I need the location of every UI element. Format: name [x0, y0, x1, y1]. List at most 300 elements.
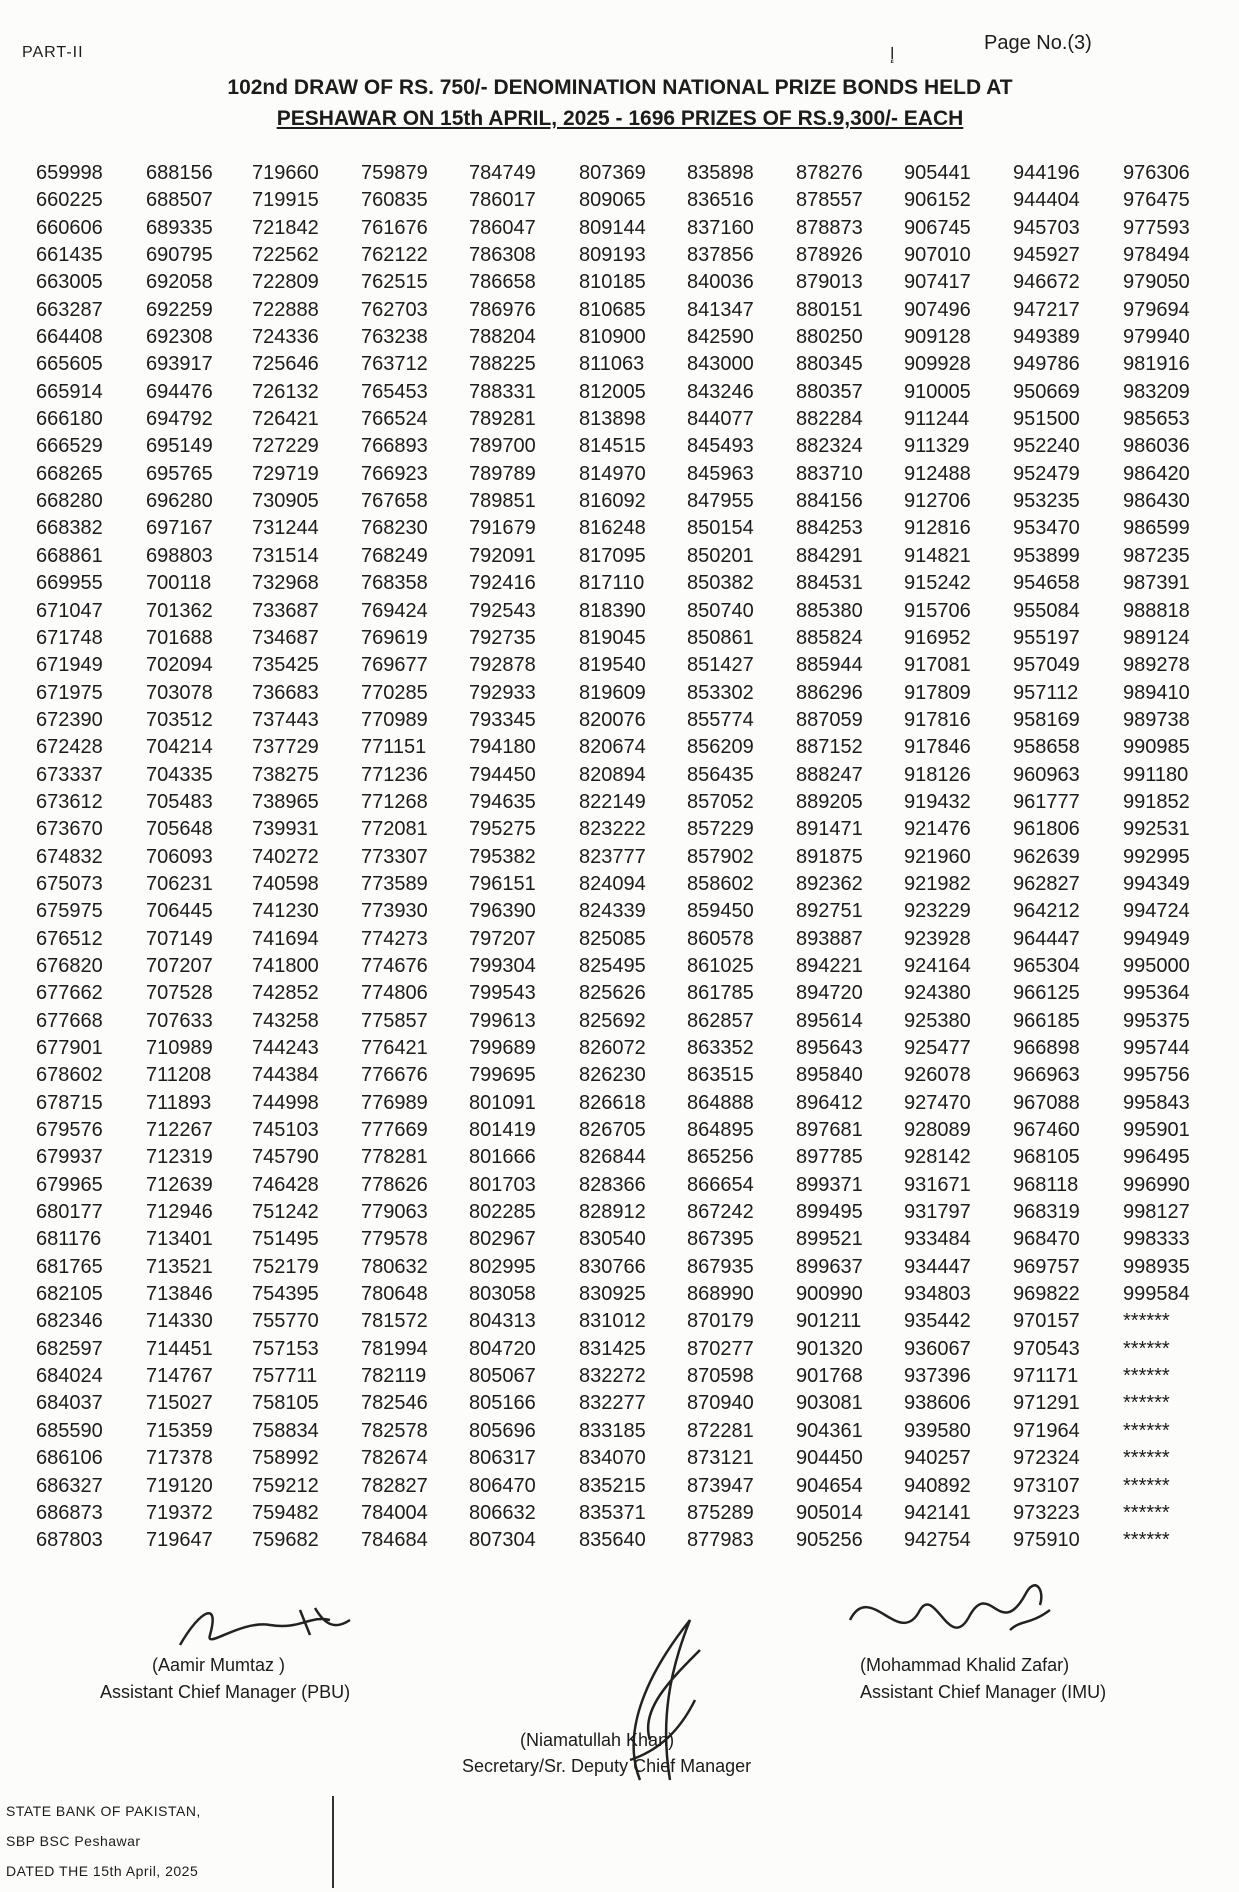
- bond-number-cell: 713401: [146, 1228, 213, 1251]
- bond-number-cell: 910005: [904, 380, 971, 403]
- bond-number-cell: 899637: [796, 1255, 863, 1278]
- bond-number-cell: ******: [1123, 1501, 1170, 1524]
- signature-aamir-mumtaz: [160, 1590, 360, 1660]
- table-row: [36, 598, 1206, 625]
- table-row: [36, 1226, 1206, 1253]
- bond-number-cell: 945927: [1013, 244, 1080, 267]
- bond-number-cell: 784749: [469, 162, 536, 184]
- table-row: [36, 351, 1206, 378]
- bond-number-cell: 825692: [579, 1009, 646, 1032]
- bond-number-cell: 752179: [252, 1255, 319, 1278]
- bond-number-cell: 810900: [579, 326, 646, 349]
- bond-number-cell: 812005: [579, 380, 646, 403]
- bond-number-cell: 880250: [796, 326, 863, 349]
- bond-number-cell: 792933: [469, 681, 536, 704]
- bond-number-cell: 682346: [36, 1310, 103, 1333]
- bond-number-cell: 792878: [469, 654, 536, 677]
- bond-number-cell: 905441: [904, 162, 971, 184]
- bond-number-cell: 826072: [579, 1037, 646, 1059]
- bond-number-cell: 712319: [146, 1146, 213, 1169]
- bond-number-cell: 924164: [904, 954, 971, 977]
- bond-number-cell: 945703: [1013, 216, 1080, 239]
- bond-number-cell: 762515: [361, 271, 428, 294]
- bond-number-cell: 738275: [252, 763, 319, 786]
- bond-number-cell: 741694: [252, 927, 319, 950]
- bond-number-cell: 884291: [796, 544, 863, 567]
- bond-number-cell: 900990: [796, 1283, 863, 1306]
- bond-number-cell: 712639: [146, 1173, 213, 1196]
- bond-number-cell: 806632: [469, 1501, 536, 1524]
- table-row: [36, 1199, 1206, 1226]
- bond-number-cell: 819540: [579, 654, 646, 677]
- bond-number-cell: 907496: [904, 298, 971, 321]
- signatory-title-center: Secretary/Sr. Deputy Chief Manager: [462, 1756, 752, 1776]
- bond-number-cell: 966898: [1013, 1037, 1080, 1059]
- bond-number-cell: 969757: [1013, 1255, 1080, 1278]
- bond-number-cell: 797207: [469, 927, 536, 950]
- bond-number-cell: 725646: [252, 353, 319, 376]
- bond-number-cell: 719372: [146, 1501, 213, 1524]
- bond-number-cell: 989124: [1123, 626, 1190, 649]
- bond-number-cell: 801091: [469, 1091, 536, 1114]
- bond-number-cell: 917846: [904, 736, 971, 759]
- table-row: [36, 543, 1206, 570]
- bond-number-cell: 668265: [36, 462, 103, 485]
- bond-number-cell: 776989: [361, 1091, 428, 1114]
- bond-number-cell: 719915: [252, 189, 319, 212]
- bond-number-cell: 796151: [469, 872, 536, 895]
- bond-number-cell: 832272: [579, 1365, 646, 1388]
- bond-number-cell: 782827: [361, 1474, 428, 1497]
- bond-number-cell: 676820: [36, 954, 103, 977]
- table-row: [36, 488, 1206, 515]
- bond-number-cell: 899371: [796, 1173, 863, 1196]
- bond-number-cell: 925380: [904, 1009, 971, 1032]
- bond-number-cell: 660225: [36, 189, 103, 212]
- bond-number-cell: 717378: [146, 1447, 213, 1470]
- bond-number-cell: 845493: [687, 435, 754, 458]
- bond-number-cell: 681176: [36, 1228, 102, 1251]
- bond-number-cell: 995364: [1123, 982, 1190, 1005]
- page-number: Page No.(3): [984, 32, 1092, 54]
- bond-number-cell: 668280: [36, 490, 103, 513]
- bond-number-cell: 882284: [796, 408, 863, 431]
- bond-number-cell: 903081: [796, 1392, 863, 1415]
- bond-number-cell: 858602: [687, 872, 754, 895]
- bond-number-cell: 867935: [687, 1255, 754, 1278]
- bond-number-cell: 694792: [146, 408, 213, 431]
- bond-number-cell: 820076: [579, 708, 646, 731]
- bond-number-cell: 706445: [146, 900, 213, 923]
- bond-number-cell: 774273: [361, 927, 428, 950]
- bond-number-cell: 911244: [904, 408, 970, 431]
- bond-number-cell: 724336: [252, 326, 319, 349]
- bond-number-cell: 989738: [1123, 708, 1190, 731]
- bond-number-cell: 782674: [361, 1447, 428, 1470]
- bond-number-cell: 895614: [796, 1009, 863, 1032]
- bond-number-cell: 957049: [1013, 654, 1080, 677]
- bond-number-cell: 816092: [579, 490, 646, 513]
- bond-number-cell: 801419: [469, 1119, 536, 1142]
- bond-number-cell: 805067: [469, 1365, 536, 1388]
- bond-number-cell: 820674: [579, 736, 646, 759]
- bond-number-cell: 682597: [36, 1337, 103, 1360]
- bond-number-cell: 909928: [904, 353, 971, 376]
- bond-number-cell: 884531: [796, 572, 863, 595]
- bond-number-cell: 741800: [252, 954, 319, 977]
- bond-number-cell: 688156: [146, 162, 213, 184]
- bond-number-cell: 776421: [361, 1037, 428, 1059]
- bond-number-cell: 715027: [146, 1392, 213, 1415]
- bond-number-cell: 884156: [796, 490, 863, 513]
- bond-number-cell: 992995: [1123, 845, 1190, 868]
- bond-number-cell: 860578: [687, 927, 754, 950]
- bond-number-cell: 796390: [469, 900, 536, 923]
- bond-number-cell: 850201: [687, 544, 754, 567]
- bond-number-cell: 847955: [687, 490, 754, 513]
- bond-number-cell: 711208: [146, 1064, 212, 1087]
- table-row: [36, 953, 1206, 980]
- bond-number-cell: 799695: [469, 1064, 536, 1087]
- bond-number-cell: 726421: [252, 408, 319, 431]
- bond-number-cell: 769619: [361, 626, 428, 649]
- bond-number-cell: 942754: [904, 1529, 971, 1552]
- signatory-title-left-wrap: [100, 1678, 350, 1703]
- bond-number-cell: 740272: [252, 845, 319, 868]
- bond-number-cell: 865256: [687, 1146, 754, 1169]
- table-row: [36, 433, 1206, 460]
- bond-number-cell: 880345: [796, 353, 863, 376]
- bond-number-cell: 822149: [579, 790, 646, 813]
- bond-number-cell: 794635: [469, 790, 536, 813]
- bond-number-cell: 674832: [36, 845, 103, 868]
- bond-number-cell: 951500: [1013, 408, 1080, 431]
- bond-number-cell: 991180: [1123, 763, 1189, 786]
- bond-number-cell: 887152: [796, 736, 863, 759]
- table-row: [36, 1008, 1206, 1035]
- bond-number-cell: 966185: [1013, 1009, 1080, 1032]
- bond-number-cell: 771236: [361, 763, 428, 786]
- bond-number-cell: 918126: [904, 763, 971, 786]
- bond-number-cell: 707207: [146, 954, 213, 977]
- bond-number-cell: 883710: [796, 462, 863, 485]
- table-row: [36, 297, 1206, 324]
- bond-number-cell: 825626: [579, 982, 646, 1005]
- bond-number-cell: 840036: [687, 271, 754, 294]
- table-row: [36, 1445, 1206, 1472]
- bond-number-cell: 778626: [361, 1173, 428, 1196]
- bond-number-cell: 897681: [796, 1119, 863, 1142]
- bond-number-cell: 802995: [469, 1255, 536, 1278]
- bond-number-cell: 912488: [904, 462, 971, 485]
- bond-number-cell: 766893: [361, 435, 428, 458]
- bond-number-cell: 666529: [36, 435, 103, 458]
- bond-number-cell: 976306: [1123, 162, 1190, 184]
- bond-number-cell: 819045: [579, 626, 646, 649]
- table-row: [36, 215, 1206, 242]
- bond-number-cell: 861025: [687, 954, 754, 977]
- bond-number-cell: 791679: [469, 517, 536, 540]
- bond-number-cell: 894720: [796, 982, 863, 1005]
- table-row: [36, 1527, 1206, 1554]
- bond-number-cell: 878276: [796, 162, 863, 184]
- bond-number-cell: 705483: [146, 790, 213, 813]
- bond-number-cell: 782578: [361, 1419, 428, 1442]
- bond-number-cell: 934447: [904, 1255, 971, 1278]
- bond-number-cell: 966963: [1013, 1064, 1080, 1087]
- bond-number-cell: 955084: [1013, 599, 1080, 622]
- bond-number-cell: 722809: [252, 271, 319, 294]
- bond-number-cell: 915706: [904, 599, 971, 622]
- footer-date: DATED THE 15th April, 2025: [6, 1863, 199, 1879]
- bond-number-cell: 801666: [469, 1146, 536, 1169]
- table-row: [36, 1035, 1206, 1062]
- bond-number-cell: 766923: [361, 462, 428, 485]
- bond-number-cell: 961777: [1013, 790, 1080, 813]
- bond-number-cell: 912816: [904, 517, 971, 540]
- bond-number-cell: 759212: [252, 1474, 319, 1497]
- bond-number-cell: 906745: [904, 216, 971, 239]
- table-row: [36, 269, 1206, 296]
- bond-number-cell: 950669: [1013, 380, 1080, 403]
- bond-number-cell: 953470: [1013, 517, 1080, 540]
- bond-number-cell: 938606: [904, 1392, 971, 1415]
- bond-number-cell: 712946: [146, 1201, 213, 1224]
- table-row: [36, 1500, 1206, 1527]
- bond-number-cell: 825495: [579, 954, 646, 977]
- bond-number-cell: 686106: [36, 1447, 103, 1470]
- bond-number-cell: 936067: [904, 1337, 971, 1360]
- bond-number-cell: 904450: [796, 1447, 863, 1470]
- bond-number-cell: 701688: [146, 626, 213, 649]
- bond-number-cell: 992531: [1123, 818, 1190, 841]
- bond-number-cell: 979050: [1123, 271, 1190, 294]
- bond-number-cell: 986420: [1123, 462, 1190, 485]
- footer-bank-name: STATE BANK OF PAKISTAN,: [6, 1803, 201, 1819]
- bond-number-cell: 832277: [579, 1392, 646, 1415]
- bond-number-cell: 799543: [469, 982, 536, 1005]
- bond-number-cell: 896412: [796, 1091, 863, 1114]
- bond-number-cell: 668861: [36, 544, 103, 567]
- bond-number-cell: 703078: [146, 681, 213, 704]
- bond-number-cell: 751495: [252, 1228, 319, 1251]
- bond-number-cell: 660606: [36, 216, 103, 239]
- bond-number-cell: 743258: [252, 1009, 319, 1032]
- bond-number-cell: 694476: [146, 380, 213, 403]
- bond-number-cell: 970543: [1013, 1337, 1080, 1360]
- bond-number-cell: 995901: [1123, 1119, 1190, 1142]
- bond-number-cell: ******: [1123, 1447, 1170, 1470]
- bond-number-cell: 994949: [1123, 927, 1190, 950]
- bond-number-cell: 679965: [36, 1173, 103, 1196]
- bond-number-cell: 995000: [1123, 954, 1190, 977]
- bond-number-cell: 802967: [469, 1228, 536, 1251]
- bond-number-cell: 804313: [469, 1310, 536, 1333]
- bond-number-cell: 682105: [36, 1283, 103, 1306]
- bond-number-cell: 681765: [36, 1255, 103, 1278]
- bond-number-cell: 792416: [469, 572, 536, 595]
- bond-number-cell: 960963: [1013, 763, 1080, 786]
- bond-number-cell: 952479: [1013, 462, 1080, 485]
- bond-number-cell: 921982: [904, 872, 971, 895]
- table-row: [36, 707, 1206, 734]
- bond-number-cell: 885380: [796, 599, 863, 622]
- bond-number-cell: 746428: [252, 1173, 319, 1196]
- footer-office: SBP BSC Peshawar: [6, 1833, 141, 1849]
- bond-number-cell: 712267: [146, 1119, 213, 1142]
- bond-number-cell: 795382: [469, 845, 536, 868]
- bond-number-cell: 692308: [146, 326, 213, 349]
- bond-number-cell: 961806: [1013, 818, 1080, 841]
- bond-number-cell: 824339: [579, 900, 646, 923]
- bond-number-cell: 828366: [579, 1173, 646, 1196]
- bond-number-cell: 989278: [1123, 654, 1190, 677]
- bond-number-cell: 762122: [361, 244, 428, 267]
- bond-number-cell: 850861: [687, 626, 754, 649]
- bond-number-cell: 806317: [469, 1447, 536, 1470]
- bond-number-cell: 695149: [146, 435, 213, 458]
- part-label: PART-II: [22, 44, 84, 61]
- bond-number-cell: 795275: [469, 818, 536, 841]
- bond-number-cell: 891875: [796, 845, 863, 868]
- bond-number-cell: 841347: [687, 298, 754, 321]
- bond-number-cell: 759682: [252, 1529, 319, 1552]
- bond-number-cell: 878873: [796, 216, 863, 239]
- bond-number-cell: 700118: [146, 572, 212, 595]
- bond-number-cell: ******: [1123, 1419, 1170, 1442]
- bond-number-cell: 895840: [796, 1064, 863, 1087]
- bond-number-cell: 794180: [469, 736, 536, 759]
- bond-number-cell: 757711: [252, 1365, 318, 1388]
- bond-number-cell: 793345: [469, 708, 536, 731]
- bond-number-cell: 695765: [146, 462, 213, 485]
- bond-number-cell: 981916: [1123, 353, 1190, 376]
- bond-number-cell: 834070: [579, 1447, 646, 1470]
- bond-number-cell: 971291: [1013, 1392, 1080, 1415]
- bond-number-cell: 878926: [796, 244, 863, 267]
- bond-number-cell: 689335: [146, 216, 213, 239]
- bond-number-cell: 885824: [796, 626, 863, 649]
- bond-number-cell: 994349: [1123, 872, 1190, 895]
- bond-number-cell: 967088: [1013, 1091, 1080, 1114]
- bond-number-cell: 672428: [36, 736, 103, 759]
- bond-number-cell: 661435: [36, 244, 103, 267]
- bond-number-cell: 784004: [361, 1501, 428, 1524]
- bond-number-cell: 835898: [687, 162, 754, 184]
- bond-number-cell: 835371: [579, 1501, 646, 1524]
- bond-number-cell: 923928: [904, 927, 971, 950]
- bond-number-cell: 704335: [146, 763, 213, 786]
- bond-number-cell: 985653: [1123, 408, 1190, 431]
- bond-number-cell: 891471: [796, 818, 863, 841]
- bond-number-cell: 864888: [687, 1091, 754, 1114]
- bond-number-cell: 777669: [361, 1119, 428, 1142]
- bond-number-cell: 826844: [579, 1146, 646, 1169]
- bond-number-cell: 719120: [146, 1474, 213, 1497]
- bond-number-cell: 919432: [904, 790, 971, 813]
- bond-number-cell: 937396: [904, 1365, 971, 1388]
- bond-number-cell: 786047: [469, 216, 536, 239]
- bond-number-cell: 758992: [252, 1447, 319, 1470]
- bond-number-cell: 776676: [361, 1064, 428, 1087]
- bond-number-cell: 789851: [469, 490, 536, 513]
- bond-number-cell: 836516: [687, 189, 754, 212]
- bond-number-cell: 949786: [1013, 353, 1080, 376]
- bond-number-cell: 769677: [361, 654, 428, 677]
- bond-number-cell: 906152: [904, 189, 971, 212]
- bond-number-cell: 792543: [469, 599, 536, 622]
- bond-number-cell: 714767: [146, 1365, 213, 1388]
- bond-number-cell: ******: [1123, 1365, 1170, 1388]
- bond-number-cell: 995744: [1123, 1037, 1190, 1059]
- bond-number-cell: 843000: [687, 353, 754, 376]
- bond-number-cell: 870598: [687, 1365, 754, 1388]
- bond-number-cell: 863515: [687, 1064, 754, 1087]
- bond-number-cell: 771151: [361, 736, 427, 759]
- bond-number-cell: 706231: [146, 872, 213, 895]
- bond-number-cell: 664408: [36, 326, 103, 349]
- bond-number-cell: 734687: [252, 626, 319, 649]
- bond-number-cell: 819609: [579, 681, 646, 704]
- bond-number-cell: 774676: [361, 954, 428, 977]
- table-row: [36, 1308, 1206, 1335]
- table-row: [36, 816, 1206, 843]
- document-title-line1: 102nd DRAW OF RS. 750/- DENOMINATION NATIONAL PRIZE BONDS HELD AT: [227, 76, 1013, 99]
- bond-number-cell: 843246: [687, 380, 754, 403]
- bond-number-cell: 953235: [1013, 490, 1080, 513]
- bond-number-cell: 845963: [687, 462, 754, 485]
- table-row: [36, 789, 1206, 816]
- bond-number-cell: 786658: [469, 271, 536, 294]
- bond-number-cell: 947217: [1013, 298, 1080, 321]
- bond-number-cell: 685590: [36, 1419, 103, 1442]
- bond-number-cell: 870277: [687, 1337, 754, 1360]
- bond-number-cell: 872281: [687, 1419, 754, 1442]
- bond-number-cell: 888247: [796, 763, 863, 786]
- bond-number-cell: 946672: [1013, 271, 1080, 294]
- bond-number-cell: 830766: [579, 1255, 646, 1278]
- bond-number-cell: 702094: [146, 654, 213, 677]
- bond-number-cell: 935442: [904, 1310, 971, 1333]
- bond-number-cell: 673337: [36, 763, 103, 786]
- bond-number-cell: 877983: [687, 1529, 754, 1552]
- bond-number-cell: 751242: [252, 1201, 319, 1224]
- bond-number-cell: 760835: [361, 189, 428, 212]
- bond-number-cell: 671748: [36, 626, 103, 649]
- bond-number-cell: 675073: [36, 872, 103, 895]
- bond-number-cell: 905014: [796, 1501, 863, 1524]
- bond-number-cell: 773930: [361, 900, 428, 923]
- bond-number-cell: 861785: [687, 982, 754, 1005]
- bond-number-cell: 857902: [687, 845, 754, 868]
- bond-number-cell: 679937: [36, 1146, 103, 1169]
- bond-number-cell: 954658: [1013, 572, 1080, 595]
- bond-number-cell: ******: [1123, 1337, 1170, 1360]
- handwritten-tick-mark: ﺇ: [890, 46, 895, 63]
- bond-number-cell: 692259: [146, 298, 213, 321]
- bond-number-cell: 895643: [796, 1037, 863, 1059]
- bond-number-cell: 732968: [252, 572, 319, 595]
- bond-number-cell: 668382: [36, 517, 103, 540]
- bond-number-cell: 899495: [796, 1201, 863, 1224]
- bond-number-cell: 944404: [1013, 189, 1080, 212]
- table-row: [36, 980, 1206, 1007]
- table-row: [36, 461, 1206, 488]
- bond-number-cell: 774806: [361, 982, 428, 1005]
- bond-number-cell: 755770: [252, 1310, 319, 1333]
- bond-number-cell: 762703: [361, 298, 428, 321]
- bond-number-cell: 715359: [146, 1419, 213, 1442]
